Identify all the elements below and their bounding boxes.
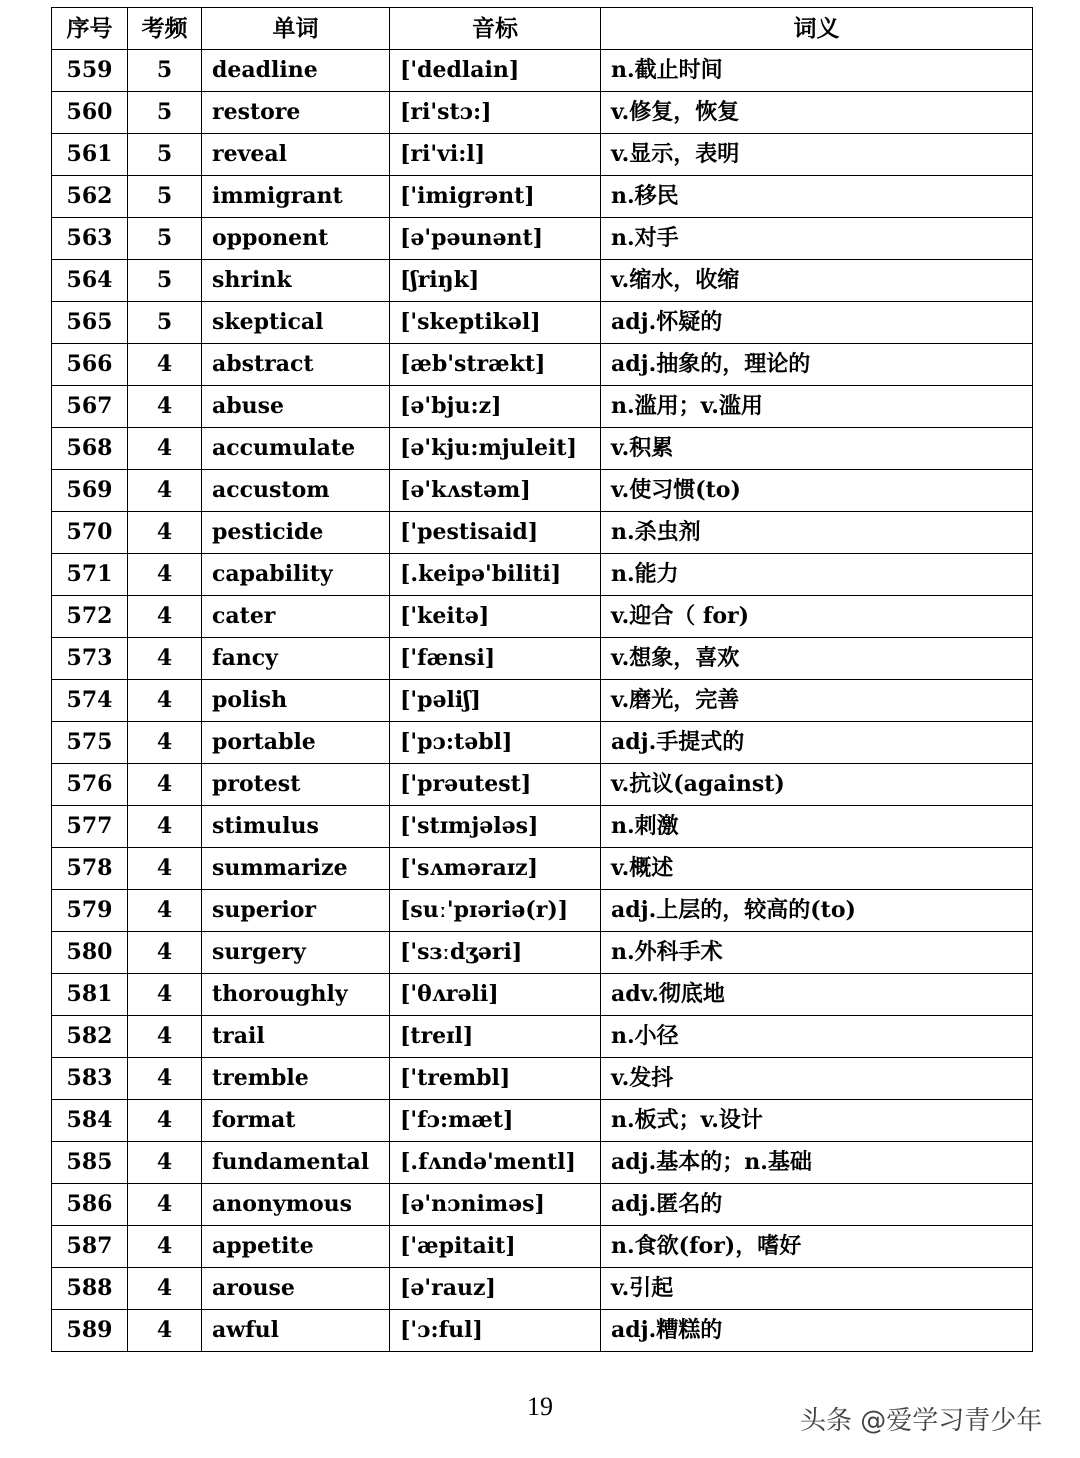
cell-index: 564 [52,260,128,302]
cell-frequency: 4 [128,974,202,1016]
cell-frequency: 4 [128,764,202,806]
cell-phonetic: ['θʌrəli] [390,974,601,1016]
cell-frequency: 5 [128,260,202,302]
cell-word: reveal [202,134,390,176]
cell-meaning: n.板式；v.设计 [601,1100,1033,1142]
cell-word: stimulus [202,806,390,848]
cell-phonetic: ['trembl] [390,1058,601,1100]
cell-phonetic: [ə'bju:z] [390,386,601,428]
cell-phonetic: [ə'pəunənt] [390,218,601,260]
cell-word: awful [202,1310,390,1352]
cell-meaning: v.使习惯(to) [601,470,1033,512]
table-row [52,176,1033,218]
page-number: 19 [527,1392,553,1421]
vocabulary-table [51,7,1033,1352]
cell-meaning: v.想象，喜欢 [601,638,1033,680]
cell-frequency: 4 [128,1268,202,1310]
cell-frequency: 4 [128,428,202,470]
cell-phonetic: ['fænsi] [390,638,601,680]
table-row [52,1268,1033,1310]
cell-phonetic: ['ɔ:ful] [390,1310,601,1352]
watermark-text: 头条 @爱学习青少年 [800,1406,1043,1436]
cell-phonetic: [.fʌndə'mentl] [390,1142,601,1184]
cell-index: 569 [52,470,128,512]
cell-index: 566 [52,344,128,386]
cell-meaning: adj.手提式的 [601,722,1033,764]
cell-frequency: 4 [128,386,202,428]
cell-phonetic: [ə'kju:mjuleit] [390,428,601,470]
cell-word: skeptical [202,302,390,344]
cell-frequency: 4 [128,512,202,554]
cell-word: shrink [202,260,390,302]
cell-meaning: n.截止时间 [601,50,1033,92]
header-phonetic: 音标 [390,8,601,50]
cell-frequency: 4 [128,1184,202,1226]
cell-index: 572 [52,596,128,638]
cell-word: abuse [202,386,390,428]
cell-phonetic: ['pestisaid] [390,512,601,554]
cell-word: format [202,1100,390,1142]
cell-meaning: v.修复，恢复 [601,92,1033,134]
table-row [52,92,1033,134]
cell-meaning: adj.上层的，较高的(to) [601,890,1033,932]
cell-index: 562 [52,176,128,218]
cell-frequency: 5 [128,218,202,260]
cell-word: appetite [202,1226,390,1268]
cell-word: capability [202,554,390,596]
cell-phonetic: [ə'nɔniməs] [390,1184,601,1226]
cell-word: accumulate [202,428,390,470]
table-row [52,1016,1033,1058]
cell-index: 587 [52,1226,128,1268]
cell-frequency: 4 [128,806,202,848]
cell-frequency: 4 [128,848,202,890]
cell-index: 561 [52,134,128,176]
cell-meaning: adj.抽象的，理论的 [601,344,1033,386]
cell-meaning: n.杀虫剂 [601,512,1033,554]
cell-meaning: n.滥用；v.滥用 [601,386,1033,428]
cell-frequency: 5 [128,92,202,134]
cell-meaning: v.显示，表明 [601,134,1033,176]
cell-meaning: n.刺激 [601,806,1033,848]
cell-word: pesticide [202,512,390,554]
cell-index: 573 [52,638,128,680]
table-row [52,428,1033,470]
table-row [52,50,1033,92]
table-row [52,932,1033,974]
cell-word: thoroughly [202,974,390,1016]
cell-phonetic: [ʃriŋk] [390,260,601,302]
header-word: 单词 [202,8,390,50]
cell-index: 588 [52,1268,128,1310]
cell-word: anonymous [202,1184,390,1226]
cell-phonetic: [ri'stɔ:] [390,92,601,134]
cell-index: 584 [52,1100,128,1142]
cell-phonetic: ['sɜːdʒəri] [390,932,601,974]
cell-phonetic: [suː'pɪəriə(r)] [390,890,601,932]
cell-meaning: adj.糟糕的 [601,1310,1033,1352]
cell-index: 567 [52,386,128,428]
cell-index: 579 [52,890,128,932]
cell-word: polish [202,680,390,722]
cell-word: fundamental [202,1142,390,1184]
cell-phonetic: [.keipə'biliti] [390,554,601,596]
cell-frequency: 4 [128,596,202,638]
cell-phonetic: ['prəutest] [390,764,601,806]
table-row [52,1310,1033,1352]
cell-index: 586 [52,1184,128,1226]
cell-word: summarize [202,848,390,890]
table-row [52,1142,1033,1184]
table-row [52,554,1033,596]
cell-frequency: 4 [128,344,202,386]
cell-index: 583 [52,1058,128,1100]
cell-phonetic: [ə'rauz] [390,1268,601,1310]
cell-frequency: 4 [128,890,202,932]
cell-frequency: 5 [128,176,202,218]
cell-frequency: 4 [128,554,202,596]
cell-index: 565 [52,302,128,344]
header-index: 序号 [52,8,128,50]
cell-index: 582 [52,1016,128,1058]
cell-meaning: v.缩水，收缩 [601,260,1033,302]
cell-index: 570 [52,512,128,554]
cell-phonetic: ['stɪmjələs] [390,806,601,848]
cell-frequency: 4 [128,1142,202,1184]
table-row [52,764,1033,806]
cell-phonetic: [ri'vi:l] [390,134,601,176]
cell-index: 568 [52,428,128,470]
table-row [52,1100,1033,1142]
cell-index: 580 [52,932,128,974]
table-row [52,260,1033,302]
cell-word: fancy [202,638,390,680]
cell-meaning: n.对手 [601,218,1033,260]
cell-index: 571 [52,554,128,596]
cell-frequency: 4 [128,1016,202,1058]
cell-phonetic: ['æpitait] [390,1226,601,1268]
cell-word: immigrant [202,176,390,218]
cell-frequency: 4 [128,932,202,974]
table-row [52,302,1033,344]
cell-meaning: v.引起 [601,1268,1033,1310]
table-row [52,974,1033,1016]
cell-index: 578 [52,848,128,890]
table-row [52,1058,1033,1100]
cell-meaning: adj.匿名的 [601,1184,1033,1226]
cell-meaning: adj.怀疑的 [601,302,1033,344]
table-row [52,638,1033,680]
table-row [52,596,1033,638]
table-row [52,1184,1033,1226]
cell-phonetic: ['imigrənt] [390,176,601,218]
cell-word: deadline [202,50,390,92]
cell-phonetic: [treɪl] [390,1016,601,1058]
cell-meaning: v.磨光，完善 [601,680,1033,722]
cell-meaning: adv.彻底地 [601,974,1033,1016]
header-meaning: 词义 [601,8,1033,50]
cell-frequency: 4 [128,1310,202,1352]
table-row [52,722,1033,764]
cell-word: tremble [202,1058,390,1100]
cell-phonetic: [æb'strækt] [390,344,601,386]
cell-phonetic: ['skeptikəl] [390,302,601,344]
cell-meaning: v.迎合（ for) [601,596,1033,638]
cell-index: 575 [52,722,128,764]
cell-word: abstract [202,344,390,386]
cell-frequency: 4 [128,722,202,764]
cell-frequency: 4 [128,1058,202,1100]
cell-phonetic: ['sʌməraɪz] [390,848,601,890]
table-row [52,890,1033,932]
cell-word: portable [202,722,390,764]
cell-frequency: 5 [128,302,202,344]
table-row [52,386,1033,428]
table-header-row [52,8,1033,50]
cell-word: surgery [202,932,390,974]
cell-index: 585 [52,1142,128,1184]
table-row [52,512,1033,554]
cell-index: 589 [52,1310,128,1352]
cell-frequency: 5 [128,50,202,92]
cell-phonetic: ['keitə] [390,596,601,638]
table-row [52,1226,1033,1268]
cell-phonetic: ['pəliʃ] [390,680,601,722]
table-row [52,344,1033,386]
table-row [52,134,1033,176]
table-body [52,50,1033,1352]
cell-frequency: 4 [128,1100,202,1142]
cell-frequency: 4 [128,470,202,512]
cell-frequency: 4 [128,1226,202,1268]
table-row [52,218,1033,260]
table-row [52,806,1033,848]
cell-index: 560 [52,92,128,134]
cell-meaning: v.抗议(against) [601,764,1033,806]
cell-meaning: n.小径 [601,1016,1033,1058]
cell-phonetic: [ə'kʌstəm] [390,470,601,512]
cell-meaning: v.发抖 [601,1058,1033,1100]
cell-phonetic: ['dedlain] [390,50,601,92]
cell-meaning: v.概述 [601,848,1033,890]
table-row [52,848,1033,890]
cell-word: superior [202,890,390,932]
table-row [52,470,1033,512]
cell-index: 559 [52,50,128,92]
cell-word: protest [202,764,390,806]
cell-meaning: v.积累 [601,428,1033,470]
cell-index: 574 [52,680,128,722]
cell-word: trail [202,1016,390,1058]
cell-index: 577 [52,806,128,848]
cell-index: 563 [52,218,128,260]
table-row [52,680,1033,722]
cell-word: arouse [202,1268,390,1310]
header-frequency: 考频 [128,8,202,50]
cell-meaning: n.移民 [601,176,1033,218]
cell-word: accustom [202,470,390,512]
cell-frequency: 4 [128,638,202,680]
cell-phonetic: ['pɔ:təbl] [390,722,601,764]
cell-word: opponent [202,218,390,260]
cell-word: cater [202,596,390,638]
cell-word: restore [202,92,390,134]
cell-meaning: adj.基本的；n.基础 [601,1142,1033,1184]
cell-frequency: 4 [128,680,202,722]
cell-index: 581 [52,974,128,1016]
cell-frequency: 5 [128,134,202,176]
cell-index: 576 [52,764,128,806]
cell-meaning: n.能力 [601,554,1033,596]
cell-meaning: n.外科手术 [601,932,1033,974]
cell-meaning: n.食欲(for)，嗜好 [601,1226,1033,1268]
cell-phonetic: ['fɔ:mæt] [390,1100,601,1142]
